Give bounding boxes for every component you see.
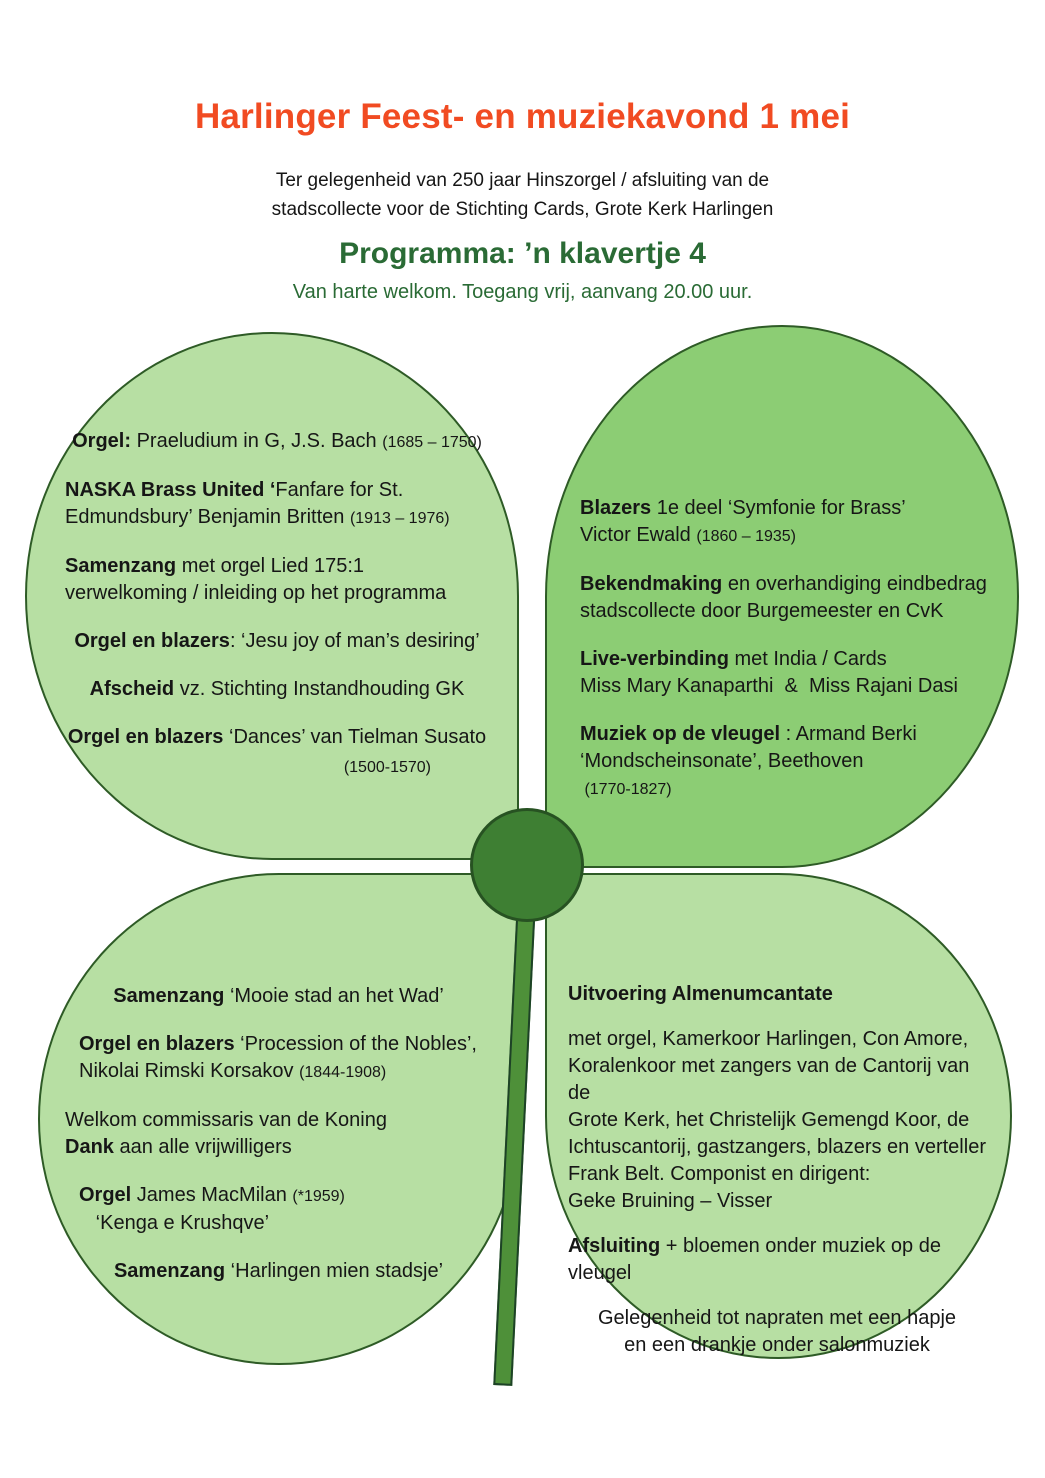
program-item-text: Welkom commissaris van de Koning: [65, 1109, 387, 1131]
welcome-line: Van harte welkom. Toegang vrij, aanvang 20.00 uur.: [292, 281, 753, 303]
program-item-text: ‘Dances’ van Tielman Susato: [223, 726, 487, 748]
program-item-text: vz. Stichting Instandhouding GK: [174, 678, 465, 700]
program-paragraph: [568, 1305, 986, 1359]
program-item-label: Orgel:: [72, 430, 132, 452]
program-item-text: (*1959): [292, 1188, 345, 1205]
program-item-label: Afscheid: [89, 678, 175, 700]
program-item-text: met India / Cards: [728, 648, 887, 670]
program-paragraph: [568, 1233, 986, 1287]
program-item-text: stadscollecte door Burgemeester en CvK: [580, 600, 944, 622]
subtitle-line-1: Ter gelegenheid van 250 jaar Hinszorgel / afsluiting van de: [275, 170, 770, 191]
program-block-bottom-left: [40, 875, 518, 1363]
program-item-label: Muziek op de vleugel: [580, 723, 781, 745]
program-paragraph: [65, 1182, 492, 1237]
program-item-text: Edmundsbury’ Benjamin Britten: [65, 506, 350, 528]
program-item-text: James MacMilan: [131, 1184, 293, 1206]
program-paragraph: [65, 724, 489, 751]
program-item-text: : Armand Berki: [780, 723, 917, 745]
program-block-top-left: [27, 334, 517, 858]
program-item-text: Miss Mary Kanaparthi & Miss Rajani Dasi: [580, 675, 958, 697]
program-paragraph: [568, 981, 986, 1008]
program-paragraph: [568, 1026, 986, 1215]
clover-leaf-bottom-right: [545, 873, 1012, 1359]
program-item-text: ‘Kenga e Krushqve’: [79, 1212, 270, 1234]
program-item-text: ‘Mondscheinsonate’, Beethoven: [580, 750, 864, 772]
clover-center-circle: [470, 808, 584, 922]
program-item-text: : ‘Jesu joy of man’s desiring’: [229, 630, 480, 652]
program-item-text: (1844-1908): [299, 1064, 387, 1081]
program-item-text: Praeludium in G, J.S. Bach: [131, 430, 383, 452]
program-item-text: Gelegenheid tot napraten met een hapje: [597, 1307, 957, 1329]
program-paragraph: [65, 1107, 492, 1161]
program-item-label: Orgel en blazers: [67, 726, 224, 748]
program-item-label: Live-verbinding: [580, 648, 729, 670]
program-item-text: (1685 – 1750): [382, 434, 482, 451]
program-paragraph: [65, 477, 489, 532]
program-paragraph: [65, 1258, 492, 1285]
program-item-label: Dank: [65, 1136, 114, 1158]
program-item-text: Geke Bruining – Visser: [568, 1190, 773, 1212]
program-item-label: Samenzang: [65, 555, 177, 577]
program-item-label: Samenzang: [113, 985, 225, 1007]
program-paragraph: [65, 628, 489, 655]
program-item-text: ‘Procession of the Nobles’,: [234, 1033, 477, 1055]
program-item-text: ‘Mooie stad an het Wad’: [224, 985, 444, 1007]
program-item-text: Fanfare for St.: [275, 479, 404, 501]
program-item-label: Orgel en blazers: [79, 1033, 235, 1055]
program-item-label: Uitvoering Almenumcantate: [568, 983, 833, 1005]
program-item-text: met orgel Lied 175:1: [176, 555, 365, 577]
program-item-label: Orgel en blazers: [74, 630, 230, 652]
program-item-label: Blazers: [580, 497, 652, 519]
program-item-text: ‘Harlingen mien stadsje’: [225, 1260, 444, 1282]
program-block-top-right: [547, 327, 1017, 866]
subtitle-line-2: stadscollecte voor de Stichting Cards, Grote Kerk Harlingen: [271, 199, 774, 220]
program-item-text: (1500-1570): [343, 759, 431, 776]
program-paragraph: [580, 646, 991, 700]
program-item-text: (1860 – 1935): [696, 528, 796, 545]
page-title: Harlinger Feest- en muziekavond 1 mei: [194, 97, 851, 136]
clover-leaf-top-right: [545, 325, 1019, 868]
program-item-label: Orgel: [79, 1184, 132, 1206]
clover-leaf-bottom-left: [38, 873, 520, 1365]
program-item-text: + bloemen onder muziek op de vleugel: [568, 1235, 941, 1284]
program-item-text: aan alle vrijwilligers: [113, 1136, 292, 1158]
program-item-text: met orgel, Kamerkoor Harlingen, Con Amore,: [568, 1028, 969, 1050]
program-item-text: Koralenkoor met zangers van de Cantorij van de: [568, 1055, 970, 1104]
program-item-label: Samenzang: [113, 1260, 226, 1282]
program-paragraph: [580, 721, 991, 803]
program-paragraph: [65, 983, 492, 1010]
program-paragraph: [65, 428, 489, 456]
program-item-label: Afsluiting: [568, 1235, 661, 1257]
program-item-text: (1913 – 1976): [349, 510, 450, 527]
program-paragraph: [65, 553, 489, 607]
program-block-bottom-right: [547, 875, 1010, 1357]
program-paragraph: [580, 495, 991, 550]
program-item-text: (1770-1827): [580, 781, 672, 798]
program-item-text: en overhandiging eindbedrag: [722, 573, 987, 595]
program-paragraph: [580, 571, 991, 625]
program-item-text: en een drankje onder salonmuziek: [624, 1334, 930, 1356]
clover-leaf-top-left: [25, 332, 519, 860]
program-item-label: NASKA Brass United ‘: [65, 479, 276, 501]
program-item-text: 1e deel ‘Symfonie for Brass’: [651, 497, 906, 519]
poster-subtitle: [0, 166, 1045, 224]
program-heading: Programma: ’n klavertje 4: [339, 237, 706, 270]
program-paragraph: [65, 753, 489, 781]
program-item-text: Frank Belt. Componist en dirigent:: [568, 1163, 871, 1185]
program-paragraph: [65, 1031, 492, 1086]
program-item-text: Nikolai Rimski Korsakov: [79, 1060, 300, 1082]
program-item-label: Bekendmaking: [580, 573, 723, 595]
program-item-text: Ichtuscantorij, gastzangers, blazers en verteller: [568, 1136, 986, 1158]
program-item-text: verwelkoming / inleiding op het programma: [65, 582, 447, 604]
program-item-text: Victor Ewald: [580, 524, 697, 546]
program-paragraph: [65, 676, 489, 703]
program-item-text: Grote Kerk, het Christelijk Gemengd Koor, de: [568, 1109, 970, 1131]
